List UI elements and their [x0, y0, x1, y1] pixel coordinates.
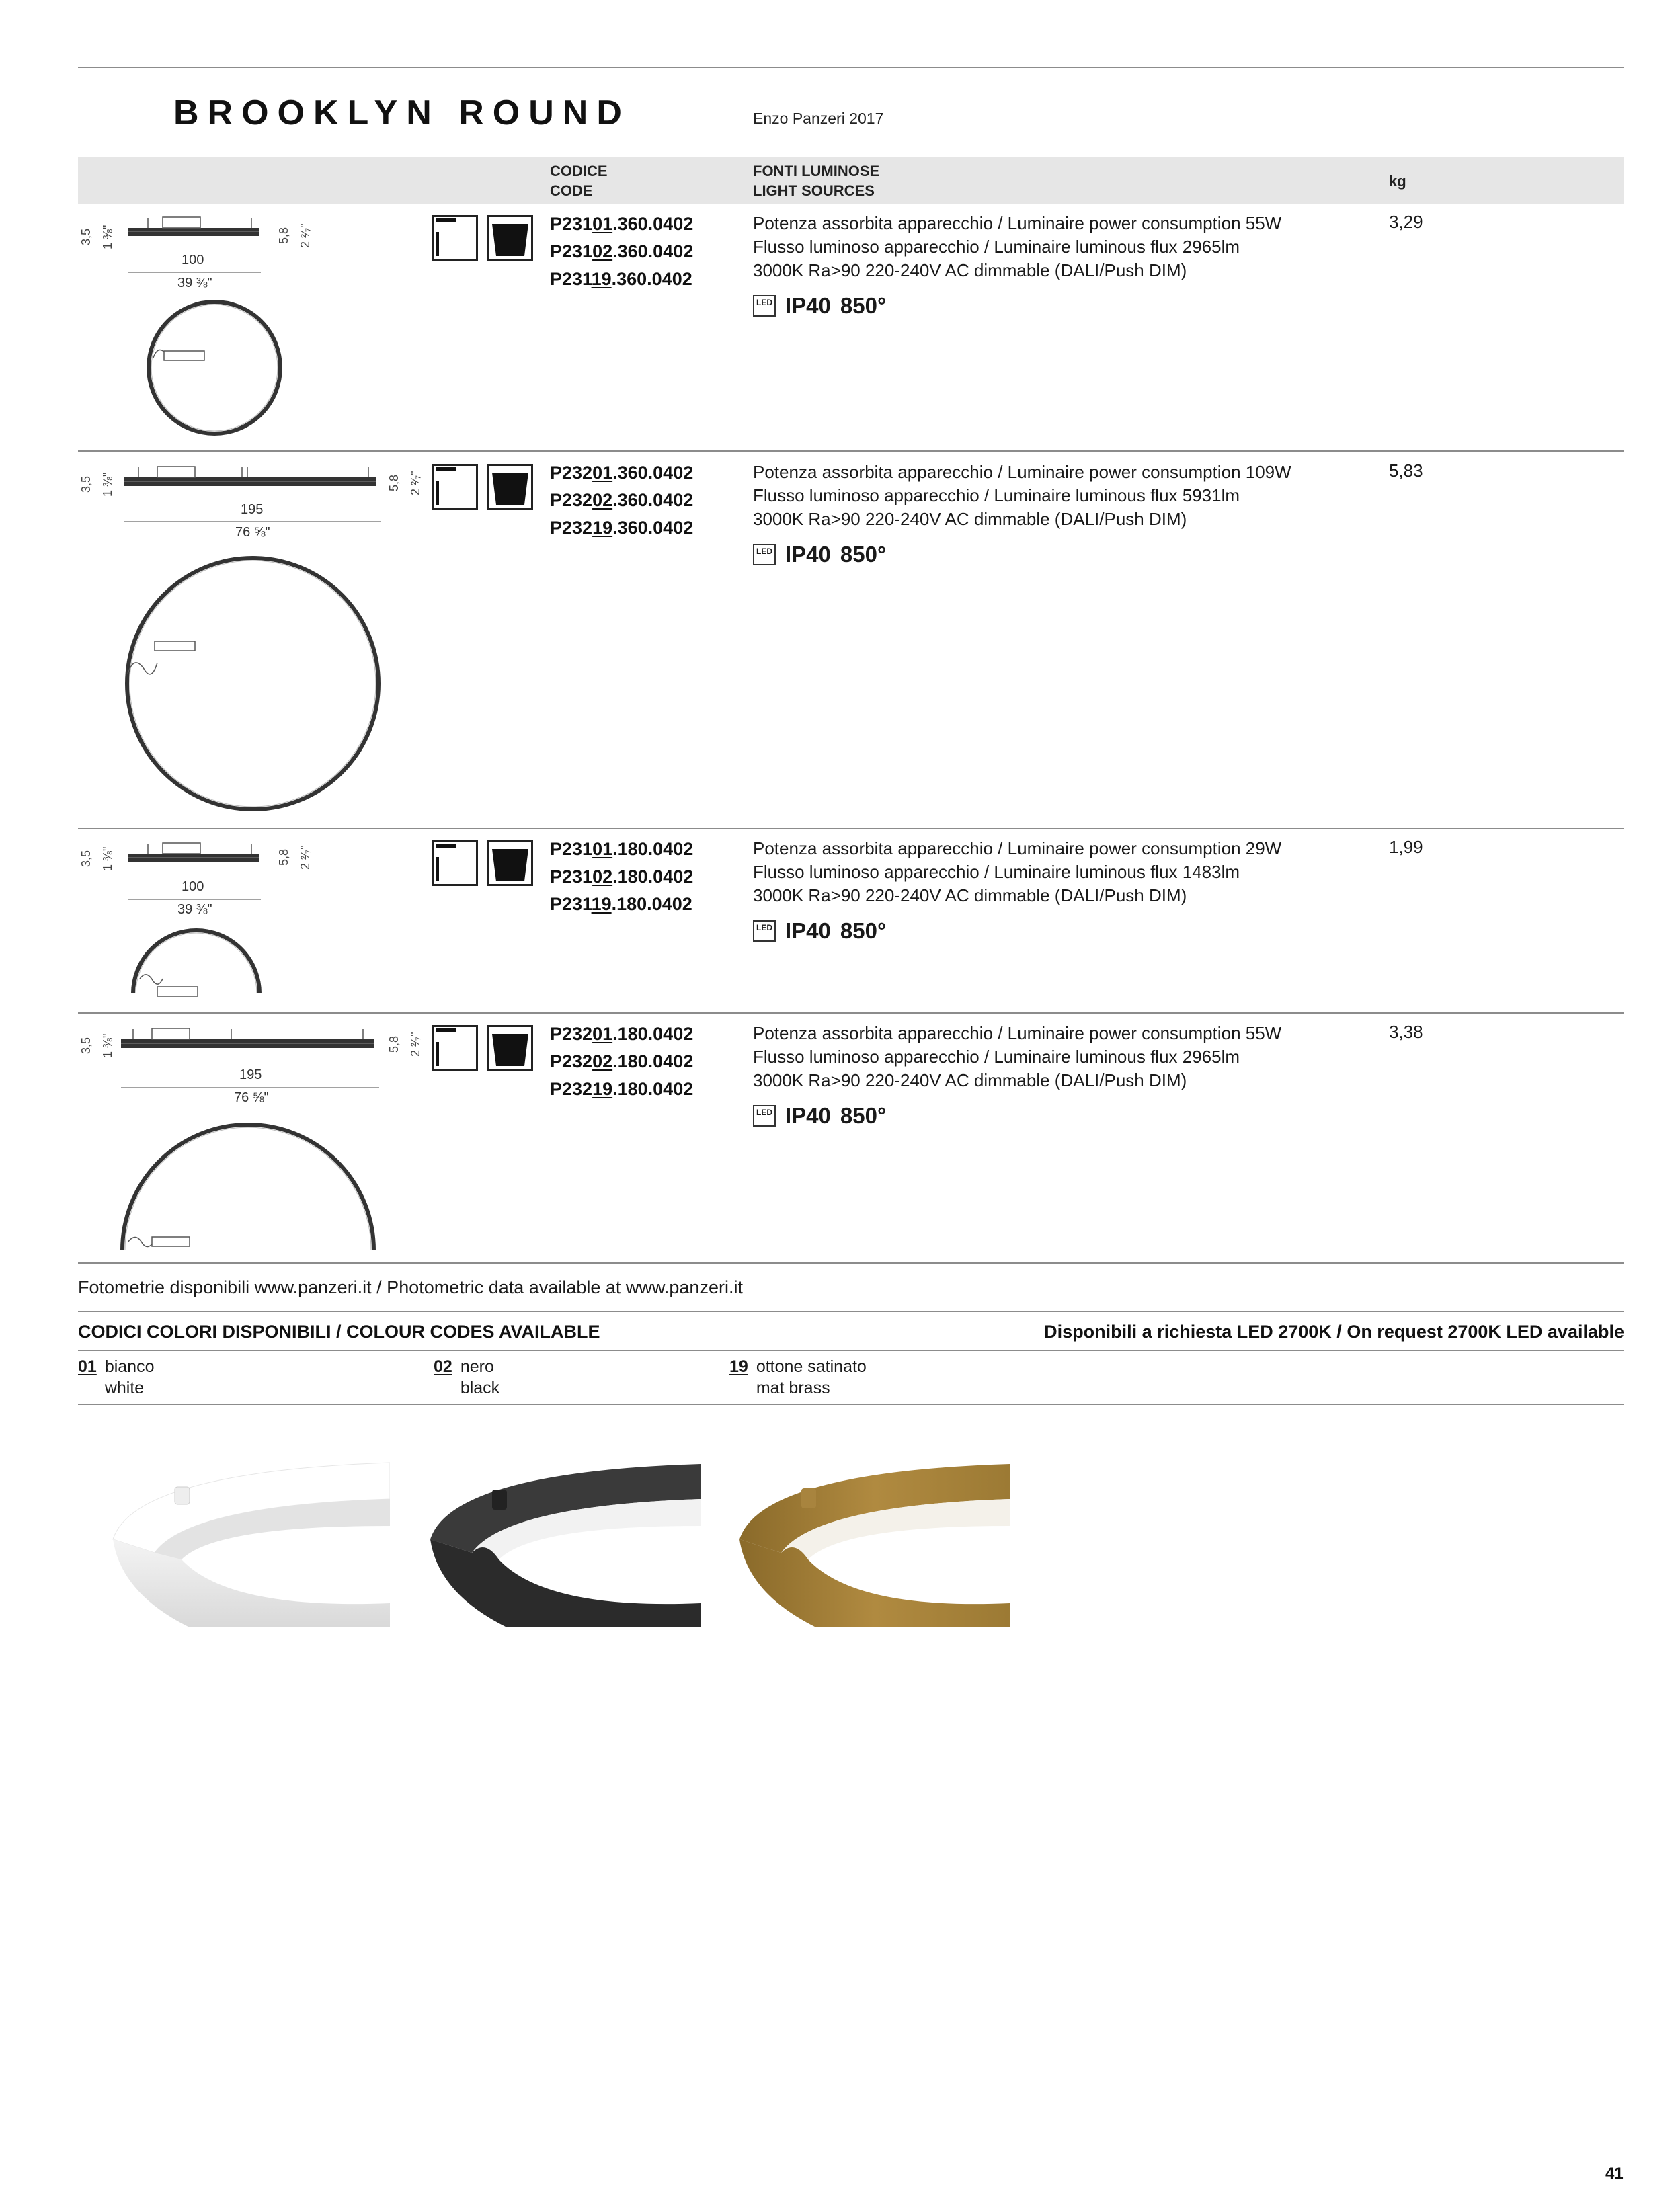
dim-h2: 5,8: [387, 474, 401, 491]
led-icon: LED: [753, 1105, 776, 1127]
product-code: P23101.360.0402: [550, 214, 694, 234]
product-code: P23201.360.0402: [550, 462, 694, 483]
colour-codes-heading: CODICI COLORI DISPONIBILI / COLOUR CODES AVAILABLE: [78, 1322, 600, 1342]
dim-height-1-in: [101, 225, 115, 249]
colour-name-it: ottone satinato: [756, 1357, 867, 1376]
glow-wire-temp: 850°: [840, 542, 887, 567]
power-line: Potenza assorbita apparecchio / Luminaire power consumption 55W: [753, 1023, 1282, 1043]
ip-line: [753, 918, 1281, 944]
direct-light-icon: [432, 1025, 478, 1071]
dim-h2-in: 2 ²⁄₇": [409, 1032, 422, 1057]
dim-h1: 3,5: [79, 850, 93, 867]
colour-option: [434, 1356, 499, 1399]
ip-rating: IP40: [785, 918, 831, 943]
dim-width-in: 39 ⅜": [177, 276, 212, 290]
section-divider: [78, 1350, 1624, 1351]
dim-width-in: 76 ⅝": [234, 1090, 269, 1105]
ip-rating: IP40: [785, 1103, 831, 1128]
designer-credit: Enzo Panzeri 2017: [753, 110, 884, 127]
flux-line: Flusso luminoso apparecchio / Luminaire luminous flux 1483lm: [753, 862, 1240, 882]
dim-h1-in: 1 ⅜": [101, 472, 114, 497]
colour-name-it: bianco: [104, 1357, 155, 1376]
dim-h2-in: 2 ²⁄₇": [298, 223, 312, 248]
power-line: Potenza assorbita apparecchio / Luminaire power consumption 55W: [753, 213, 1282, 233]
flux-line: Flusso luminoso apparecchio / Luminaire luminous flux 5931lm: [753, 485, 1240, 505]
colour-name-en: white: [104, 1379, 145, 1397]
dim-height-1: [79, 1037, 93, 1054]
colour-code: 19: [729, 1357, 748, 1376]
colour-code: 01: [78, 1357, 97, 1376]
indirect-light-icon: [487, 464, 533, 510]
product-photo-brass: [734, 1459, 1010, 1633]
side-elevation-drawing: [78, 1014, 428, 1256]
dim-h1-in: 1 ⅜": [101, 846, 114, 871]
weight-value: 3,38: [1389, 1022, 1423, 1042]
header-sources-it: FONTI LUMINOSE: [753, 163, 880, 179]
spec-line: 3000K Ra>90 220-240V AC dimmable (DALI/Push DIM): [753, 260, 1187, 280]
dim-h2: 5,8: [277, 227, 290, 244]
colour-option: [729, 1356, 867, 1399]
page-number: 41: [1605, 2164, 1624, 2183]
product-code: P23201.180.0402: [550, 1024, 694, 1044]
light-source-spec: [753, 212, 1281, 319]
power-line: Potenza assorbita apparecchio / Luminaire power consumption 29W: [753, 838, 1282, 858]
ip-line: [753, 1103, 1281, 1129]
weight-value: 5,83: [1389, 460, 1423, 481]
page-title: BROOKLYN ROUND: [173, 93, 631, 132]
dim-height-2: [387, 1036, 401, 1053]
dim-height-1: [79, 476, 93, 493]
indirect-light-icon: [487, 840, 533, 886]
product-code: P23202.180.0402: [550, 1051, 694, 1071]
ip-line: [753, 542, 1291, 567]
colour-code: 02: [434, 1357, 452, 1376]
glow-wire-temp: 850°: [840, 918, 887, 943]
led-icon: LED: [753, 295, 776, 317]
dim-width: 100: [182, 253, 204, 268]
direct-light-icon: [432, 464, 478, 510]
product-code: P23101.180.0402: [550, 839, 694, 859]
colour-name-en: mat brass: [756, 1379, 830, 1397]
spec-line: 3000K Ra>90 220-240V AC dimmable (DALI/Push DIM): [753, 1070, 1187, 1090]
header-sources-en: LIGHT SOURCES: [753, 182, 875, 199]
glow-wire-temp: 850°: [840, 293, 887, 318]
colour-option: [78, 1356, 154, 1399]
ip-rating: IP40: [785, 542, 831, 567]
product-photo-white: [108, 1459, 390, 1633]
ip-rating: IP40: [785, 293, 831, 318]
dim-height-2-in: [409, 1032, 423, 1057]
dim-height-2-in: [298, 845, 313, 870]
row-divider: [78, 1262, 1624, 1264]
product-code: P23219.360.0402: [550, 518, 694, 538]
dim-height-1-in: [101, 847, 115, 871]
header-code-it: CODICE: [550, 163, 608, 179]
glow-wire-temp: 850°: [840, 1103, 887, 1128]
spec-line: 3000K Ra>90 220-240V AC dimmable (DALI/Push DIM): [753, 509, 1187, 529]
dim-width: 195: [239, 1067, 262, 1082]
dim-width: 100: [182, 879, 204, 894]
colour-name-en: black: [460, 1379, 500, 1397]
led-icon: LED: [753, 544, 776, 565]
header-code-en: CODE: [550, 182, 593, 199]
code-list: [550, 836, 693, 918]
flux-line: Flusso luminoso apparecchio / Luminaire luminous flux 2965lm: [753, 237, 1240, 257]
spec-line: 3000K Ra>90 220-240V AC dimmable (DALI/Push DIM): [753, 885, 1187, 905]
product-code: P23102.360.0402: [550, 241, 694, 261]
header-sources: [753, 161, 879, 200]
light-source-spec: [753, 460, 1291, 567]
dim-width: 195: [241, 502, 264, 517]
dim-height-2-in: [298, 223, 313, 248]
dim-h2-in: 2 ²⁄₇": [298, 845, 312, 870]
ip-line: [753, 293, 1281, 319]
section-divider: [78, 1404, 1624, 1405]
dim-height-1: [79, 850, 93, 867]
dim-h1-in: 1 ⅜": [101, 225, 114, 249]
header-code: [550, 161, 608, 200]
weight-value: 1,99: [1389, 837, 1423, 857]
light-source-spec: [753, 1022, 1281, 1129]
indirect-light-icon: [487, 1025, 533, 1071]
dim-h2-in: 2 ²⁄₇": [409, 471, 422, 495]
code-list: [550, 210, 693, 293]
dim-height-2: [277, 849, 291, 866]
dim-width-in: 76 ⅝": [235, 525, 270, 540]
dim-width-in: 39 ⅜": [177, 902, 212, 917]
section-divider: [78, 1311, 1624, 1312]
indirect-light-icon: [487, 215, 533, 261]
header-weight: kg: [1389, 173, 1406, 190]
dim-h1-in: 1 ⅜": [101, 1033, 114, 1058]
dim-h1: 3,5: [79, 1037, 93, 1054]
dim-height-2: [387, 475, 401, 491]
led-icon: LED: [753, 920, 776, 942]
direct-light-icon: [432, 840, 478, 886]
colour-name-it: nero: [460, 1357, 494, 1376]
dim-height-2: [277, 227, 291, 244]
product-code: P23119.360.0402: [550, 269, 692, 289]
dim-height-1: [79, 229, 93, 245]
product-code: P23102.180.0402: [550, 866, 694, 887]
flux-line: Flusso luminoso apparecchio / Luminaire luminous flux 2965lm: [753, 1047, 1240, 1067]
power-line: Potenza assorbita apparecchio / Luminaire power consumption 109W: [753, 462, 1291, 482]
dim-height-1-in: [101, 473, 115, 497]
on-request-note: Disponibili a richiesta LED 2700K / On request 2700K LED available: [1044, 1322, 1624, 1342]
dim-h1: 3,5: [79, 228, 93, 245]
product-code: P23219.180.0402: [550, 1079, 694, 1099]
light-source-spec: [753, 837, 1281, 944]
direct-light-icon: [432, 215, 478, 261]
weight-value: 3,29: [1389, 212, 1423, 232]
code-list: [550, 459, 693, 542]
dim-h2: 5,8: [277, 848, 290, 866]
photometric-note: Fotometrie disponibili www.panzeri.it / Photometric data available at www.panzeri.it: [78, 1277, 743, 1297]
code-list: [550, 1020, 693, 1103]
dim-height-1-in: [101, 1034, 115, 1058]
top-rule: [78, 67, 1624, 68]
product-code: P23119.180.0402: [550, 894, 692, 914]
dim-height-2-in: [409, 471, 423, 495]
dim-h2: 5,8: [387, 1035, 401, 1053]
product-code: P23202.360.0402: [550, 490, 694, 510]
product-photo-black: [425, 1459, 701, 1633]
dim-h1: 3,5: [79, 475, 93, 493]
